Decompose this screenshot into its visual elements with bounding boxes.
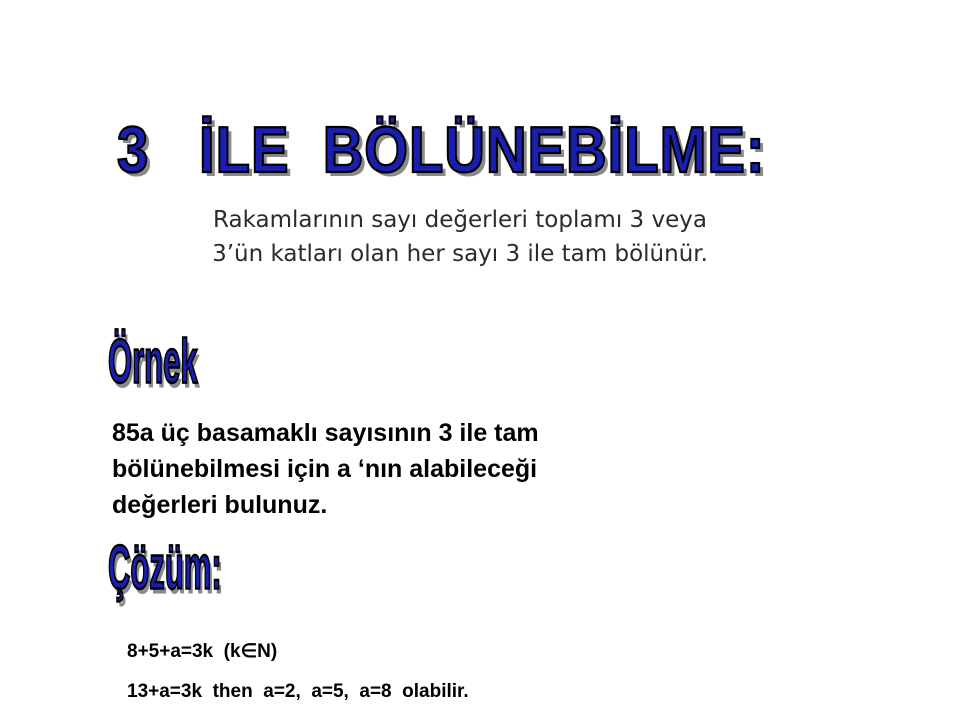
solution-steps	[127, 632, 469, 712]
example-heading: Örnek	[108, 326, 198, 397]
example-line: değerleri bulunuz.	[112, 491, 328, 519]
solution-heading: Çözüm:	[108, 532, 222, 603]
rule-text	[120, 203, 800, 271]
solution-line: 8+5+a=3k (k∈N)	[127, 641, 278, 662]
solution-line: 13+a=3k then a=2, a=5, a=8 olabilir.	[127, 681, 469, 702]
example-question	[112, 415, 752, 523]
example-line: 85a üç basamaklı sayısının 3 ile tam	[112, 419, 539, 447]
rule-line: 3’ün katları olan her sayı 3 ile tam bölünür.	[212, 241, 708, 267]
slide-title: 3 İLE BÖLÜNEBİLME:	[117, 113, 766, 187]
rule-line: Rakamlarının sayı değerleri toplamı 3 veya	[213, 207, 707, 233]
example-line: bölünebilmesi için a ‘nın alabileceği	[112, 455, 538, 483]
